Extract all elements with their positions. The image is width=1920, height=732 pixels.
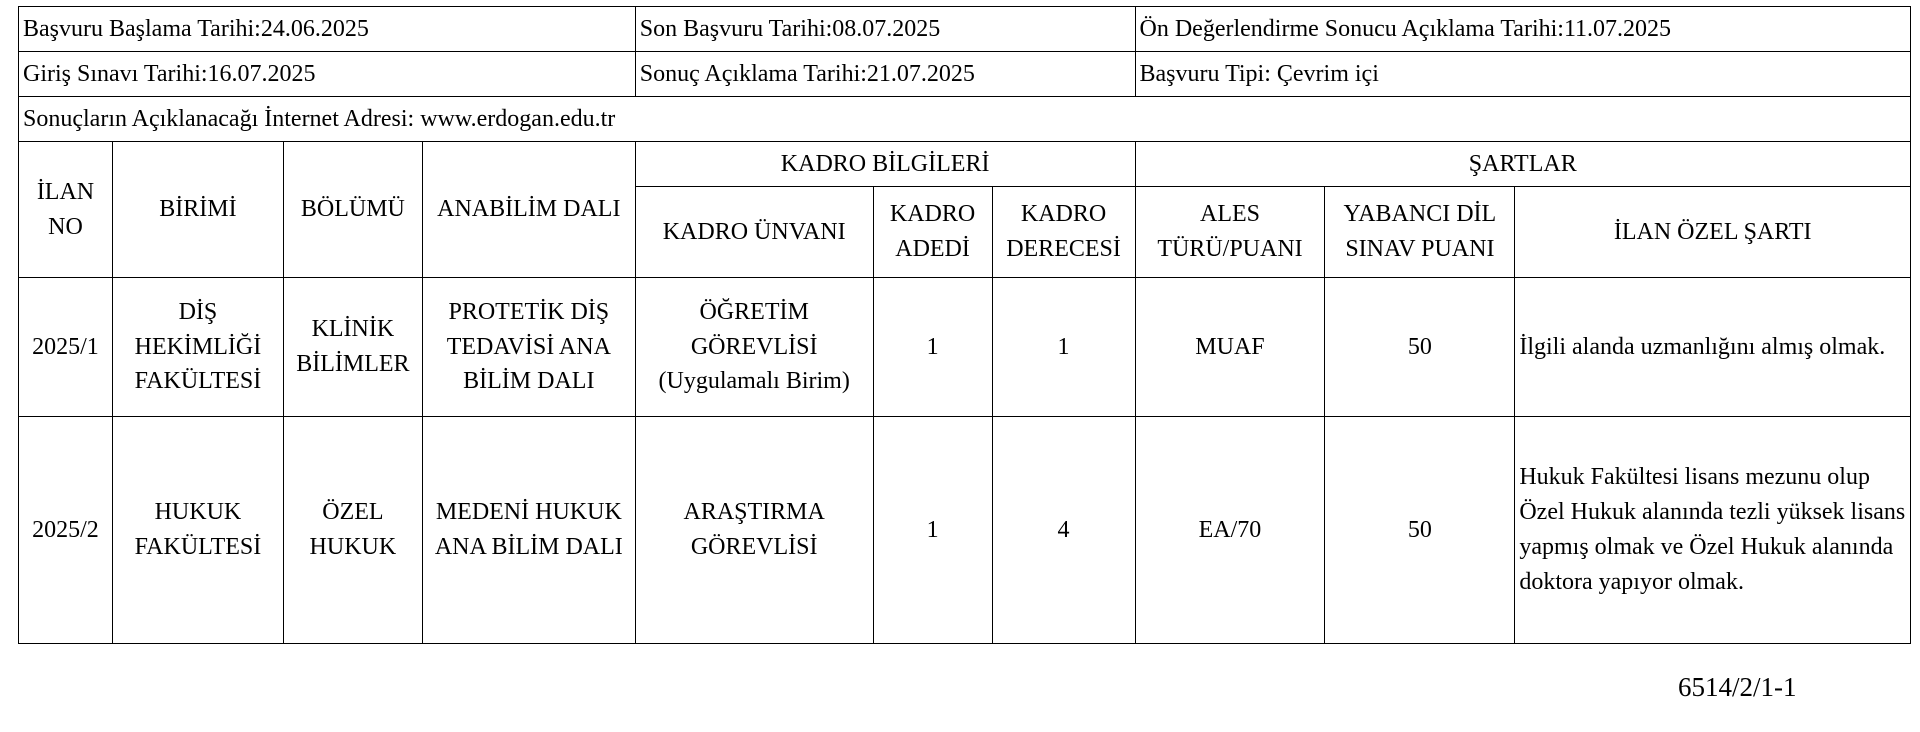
results-web-address: Sonuçların Açıklanacağı İnternet Adresi: www.erdogan.edu.tr (19, 97, 1911, 142)
result-announcement-date: Sonuç Açıklama Tarihi:21.07.2025 (635, 52, 1135, 97)
header-ales: ALES TÜRÜ/PUANI (1135, 187, 1325, 278)
cell-anabilim-dali: MEDENİ HUKUK ANA BİLİM DALI (422, 417, 635, 644)
header-bolumu: BÖLÜMÜ (283, 142, 422, 278)
cell-ales: EA/70 (1135, 417, 1325, 644)
cell-yabanci-dil: 50 (1325, 278, 1515, 417)
header-sartlar: ŞARTLAR (1135, 142, 1910, 187)
cell-ilan-no: 2025/1 (19, 278, 113, 417)
cell-kadro-derecesi: 4 (992, 417, 1135, 644)
cell-bolumu: KLİNİK BİLİMLER (283, 278, 422, 417)
table-row (19, 278, 1911, 417)
document-code: 6514/2/1-1 (1678, 672, 1797, 702)
header-kadro-derecesi: KADRO DERECESİ (992, 187, 1135, 278)
cell-kadro-unvani: ARAŞTIRMA GÖREVLİSİ (635, 417, 873, 644)
cell-anabilim-dali: PROTETİK DİŞ TEDAVİSİ ANA BİLİM DALI (422, 278, 635, 417)
header-ozel-sart: İLAN ÖZEL ŞARTI (1515, 187, 1911, 278)
info-row-2 (19, 52, 1911, 97)
header-anabilim-dali: ANABİLİM DALI (422, 142, 635, 278)
cell-ales: MUAF (1135, 278, 1325, 417)
cell-ilan-no: 2025/2 (19, 417, 113, 644)
application-start-date: Başvuru Başlama Tarihi:24.06.2025 (19, 7, 636, 52)
application-type: Başvuru Tipi: Çevrim içi (1135, 52, 1910, 97)
cell-bolumu: ÖZEL HUKUK (283, 417, 422, 644)
header-yabanci-dil: YABANCI DİL SINAV PUANI (1325, 187, 1515, 278)
pre-evaluation-date: Ön Değerlendirme Sonucu Açıklama Tarihi:11.07.2025 (1135, 7, 1910, 52)
cell-kadro-adedi: 1 (873, 417, 992, 644)
entrance-exam-date: Giriş Sınavı Tarihi:16.07.2025 (19, 52, 636, 97)
cell-birimi: HUKUK FAKÜLTESİ (112, 417, 283, 644)
announcement-table (18, 6, 1911, 644)
cell-kadro-unvani: ÖĞRETİM GÖREVLİSİ (Uygulamalı Birim) (635, 278, 873, 417)
info-row-1 (19, 7, 1911, 52)
cell-kadro-derecesi: 1 (992, 278, 1135, 417)
header-birimi: BİRİMİ (112, 142, 283, 278)
header-kadro-unvani: KADRO ÜNVANI (635, 187, 873, 278)
cell-birimi: DİŞ HEKİMLİĞİ FAKÜLTESİ (112, 278, 283, 417)
header-kadro-adedi: KADRO ADEDİ (873, 187, 992, 278)
header-ilan-no: İLAN NO (19, 142, 113, 278)
info-row-3 (19, 97, 1911, 142)
application-deadline: Son Başvuru Tarihi:08.07.2025 (635, 7, 1135, 52)
header-row-1 (19, 142, 1911, 187)
cell-yabanci-dil: 50 (1325, 417, 1515, 644)
cell-kadro-adedi: 1 (873, 278, 992, 417)
cell-ozel-sart: Hukuk Fakültesi lisans mezunu olup Özel Hukuk alanında tezli yüksek lisans yapmış olmak ve Özel Hukuk alanında doktora yapıyor olmak. (1515, 417, 1911, 644)
cell-ozel-sart: İlgili alanda uzmanlığını almış olmak. (1515, 278, 1911, 417)
table-row (19, 417, 1911, 644)
header-kadro-bilgileri: KADRO BİLGİLERİ (635, 142, 1135, 187)
